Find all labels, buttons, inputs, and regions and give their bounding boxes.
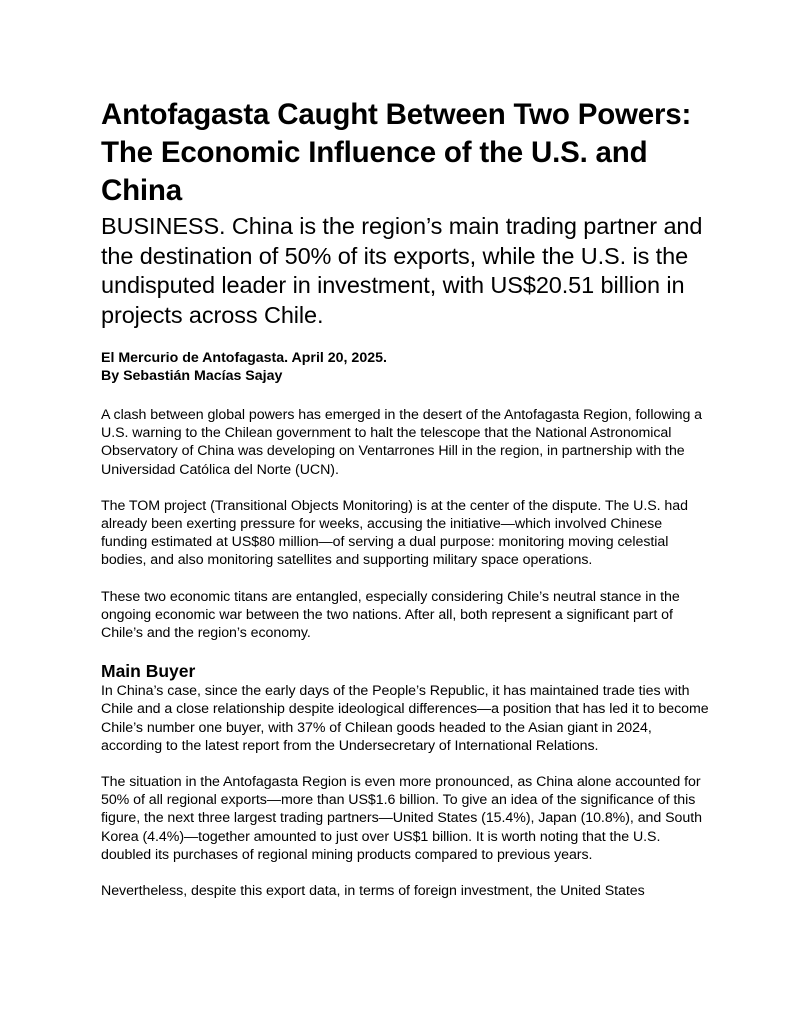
paragraph: The situation in the Antofagasta Region is even more pronounced, as China alone accounted for 50% of all regional exports—more than US$1.6 billion. To give an idea of the significance of this figure, the next three largest trading partners—United States (15.4%), Japan (10.8%), and South Korea (4.4%)—together amounted to just over US$1 billion. It is worth noting that the U.S. doubled its purchases of regional mining products compared to previous years. — [101, 774, 702, 863]
paragraph: The TOM project (Transitional Objects Monitoring) is at the center of the dispute. The U.S. had already been exerting pressure for weeks, accusing the initiative—which involved Chinese funding estimated at US$80 million—of serving a dual purpose: monitoring moving celestial bodies, and also monitoring satellites and supporting military space operations. — [101, 497, 688, 569]
paragraph: Nevertheless, despite this export data, in terms of foreign investment, the United States — [101, 883, 645, 900]
byline — [101, 349, 711, 385]
article — [101, 96, 711, 900]
paragraph: In China’s case, since the early days of the People’s Republic, it has maintained trade ties with Chile and a close relationship despite ideological differences—a position that has led it to become Chile’s number one buyer, with 37% of Chilean goods headed to the Asian giant in 2024, according to the latest report from the Undersecretary of International Relations. — [101, 683, 709, 754]
paragraph: These two economic titans are entangled, especially considering Chile’s neutral stance in the ongoing economic war between the two nations. After all, both represent a significant part of Chile’s and the region’s economy. — [101, 588, 680, 642]
section-heading: Main Buyer — [101, 661, 196, 682]
article-title: Antofagasta Caught Between Two Powers: The Economic Influence of the U.S. and China — [101, 98, 692, 207]
article-subtitle: BUSINESS. China is the region’s main trading partner and the destination of 50% of its exports, while the U.S. is the undisputed leader in investment, with US$20.51 billion in projects across Chile. — [101, 213, 703, 328]
source-line: El Mercurio de Antofagasta. April 20, 2025. — [101, 350, 387, 366]
author-line: By Sebastián Macías Sajay — [101, 368, 283, 384]
paragraph: A clash between global powers has emerged in the desert of the Antofagasta Region, following a U.S. warning to the Chilean government to halt the telescope that the National Astronomical Observatory of China was developing on Ventarrones Hill in the region, in partnership with the Universidad Católica del Norte (UCN). — [101, 407, 703, 478]
